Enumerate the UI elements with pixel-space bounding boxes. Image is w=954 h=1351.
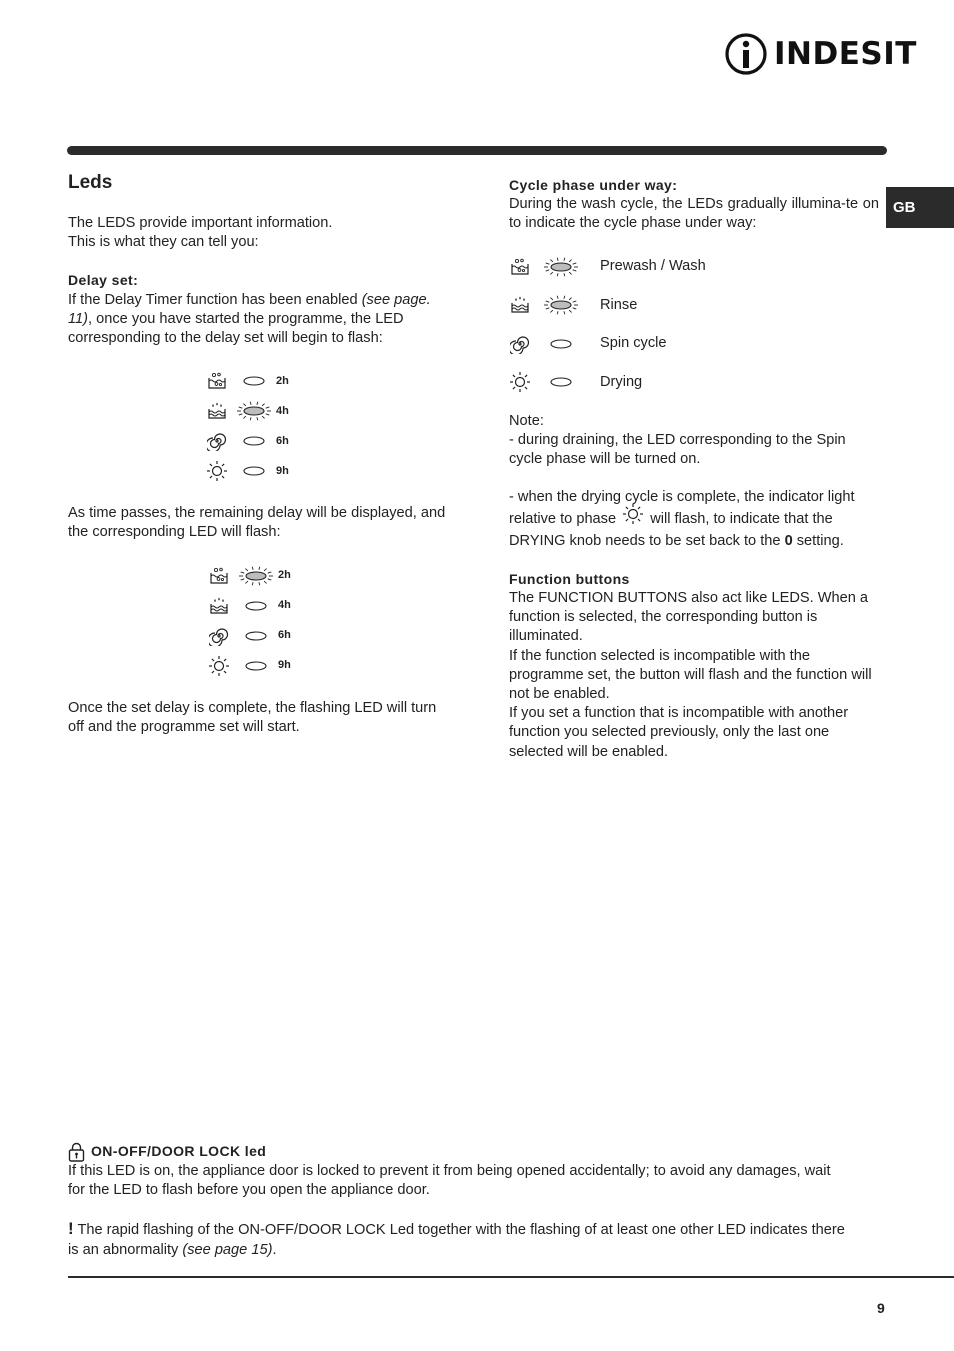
led-indicator-flashing bbox=[236, 565, 276, 587]
drying-inline-icon bbox=[622, 503, 644, 531]
delay-hours-label: 9h bbox=[278, 659, 291, 672]
led-indicator-off bbox=[234, 430, 274, 452]
led-indicator-off bbox=[234, 460, 274, 482]
warning-mark: ! bbox=[68, 1219, 74, 1239]
phase-row bbox=[509, 325, 879, 364]
led-indicator-off bbox=[236, 595, 276, 617]
led-indicator-flashing bbox=[234, 400, 274, 422]
function-paragraph-3: If you set a function that is incompatible with another function you selected previously, only the last one selected will be enabled. bbox=[509, 705, 849, 760]
warning-paragraph: ! The rapid flashing of the ON-OFF/DOOR LOCK Led together with the flashing of at least one other LED indicates there is an abnormality (see page 15). bbox=[68, 1219, 845, 1258]
passes-paragraph: As time passes, the remaining delay will be displayed, and the corresponding LED will flash: bbox=[68, 505, 446, 541]
led-indicator-on bbox=[543, 294, 579, 316]
led-row bbox=[208, 621, 453, 651]
knob-position: 0 bbox=[784, 532, 793, 549]
spin-icon bbox=[208, 625, 230, 647]
rinse-icon bbox=[208, 595, 230, 617]
door-lock-section bbox=[68, 1142, 848, 1260]
phase-row bbox=[509, 286, 879, 325]
led-indicator-on bbox=[543, 256, 579, 278]
phase-label: Prewash / Wash bbox=[600, 258, 706, 275]
function-heading: Function buttons bbox=[509, 570, 630, 587]
led-indicator-off bbox=[236, 655, 276, 677]
language-tab bbox=[886, 187, 954, 228]
phase-label: Drying bbox=[600, 373, 643, 390]
delay-hours-label: 6h bbox=[278, 629, 291, 642]
intro-line-1: The LEDS provide important information. bbox=[68, 215, 333, 231]
delay-hours-label: 4h bbox=[278, 599, 291, 612]
lock-icon bbox=[68, 1142, 85, 1162]
right-column bbox=[509, 176, 879, 762]
complete-paragraph: Once the set delay is complete, the flashing LED will turn off and the programme set will start. bbox=[68, 699, 437, 735]
language-tab-label: GB bbox=[893, 199, 916, 216]
prewash-icon bbox=[206, 370, 228, 392]
page-number: 9 bbox=[877, 1300, 885, 1316]
led-indicator-off bbox=[234, 370, 274, 392]
note-2: - when the drying cycle is complete, the indicator light relative to phase will flash, to indicate that the DRYING knob needs to be set back to the 0 setting. bbox=[509, 489, 855, 549]
led-indicator-off bbox=[236, 625, 276, 647]
note-label: Note: bbox=[509, 412, 544, 429]
cycle-phase-table bbox=[509, 248, 879, 402]
delay-hours-label: 4h bbox=[276, 404, 289, 417]
phase-label: Spin cycle bbox=[600, 335, 667, 352]
function-paragraph-2: If the function selected is incompatible with the programme set, the button will flash and the function will not be enabled. bbox=[509, 647, 872, 703]
left-column bbox=[68, 172, 453, 737]
led-row bbox=[208, 591, 453, 621]
delay-hours-label: 2h bbox=[276, 374, 289, 387]
phase-row bbox=[509, 248, 879, 287]
rinse-icon bbox=[509, 294, 531, 316]
led-row bbox=[206, 396, 453, 426]
note-1: - during draining, the LED corresponding to the Spin cycle phase will be turned on. bbox=[509, 431, 846, 468]
intro-line-2: This is what they can tell you: bbox=[68, 234, 259, 251]
brand-logo-text: INDESIT bbox=[774, 35, 917, 72]
phase-row bbox=[509, 363, 879, 402]
drying-icon bbox=[208, 655, 230, 677]
section-title: Leds bbox=[68, 172, 113, 193]
rinse-icon bbox=[206, 400, 228, 422]
cycle-paragraph: During the wash cycle, the LEDs gradually illumina-te on to indicate the cycle phase under way: bbox=[509, 196, 879, 232]
lock-heading: ON-OFF/DOOR LOCK led bbox=[91, 1143, 267, 1160]
prewash-icon bbox=[208, 565, 230, 587]
footer-rule bbox=[68, 1276, 954, 1278]
brand-logo bbox=[724, 32, 917, 76]
drying-icon bbox=[509, 371, 531, 393]
phase-label: Rinse bbox=[600, 296, 638, 313]
led-row bbox=[208, 651, 453, 681]
led-row bbox=[206, 366, 453, 396]
delay-hours-label: 9h bbox=[276, 464, 289, 477]
prewash-icon bbox=[509, 256, 531, 278]
header-rule bbox=[67, 146, 887, 155]
led-indicator-off bbox=[543, 371, 579, 393]
spin-icon bbox=[206, 430, 228, 452]
delay-led-table-1 bbox=[206, 366, 453, 486]
lock-paragraph: If this LED is on, the appliance door is locked to prevent it from being opened accidentally; to avoid any damages, wait for the LED to flash before you open the appliance door. bbox=[68, 1163, 831, 1199]
delay-hours-label: 2h bbox=[278, 569, 291, 582]
led-row bbox=[208, 561, 453, 591]
led-row bbox=[206, 426, 453, 456]
function-paragraph-1: The FUNCTION BUTTONS also act like LEDS. When a function is selected, the corresponding button is illuminated. bbox=[509, 590, 868, 645]
delay-hours-label: 6h bbox=[276, 434, 289, 447]
delay-led-table-2 bbox=[208, 561, 453, 681]
delay-paragraph: If the Delay Timer function has been enabled (see page. 11), once you have started the programme, the LED corresponding to the delay set will begin to flash: bbox=[68, 291, 431, 347]
drying-icon bbox=[206, 460, 228, 482]
indesit-i-icon bbox=[724, 32, 768, 76]
page-reference: (see page. 11) bbox=[68, 291, 431, 327]
cycle-heading: Cycle phase under way: bbox=[509, 177, 678, 193]
led-indicator-off bbox=[543, 333, 579, 355]
delay-heading: Delay set: bbox=[68, 272, 139, 289]
warning-page-reference: (see page 15) bbox=[182, 1241, 273, 1258]
led-row bbox=[206, 456, 453, 486]
spin-icon bbox=[509, 333, 531, 355]
